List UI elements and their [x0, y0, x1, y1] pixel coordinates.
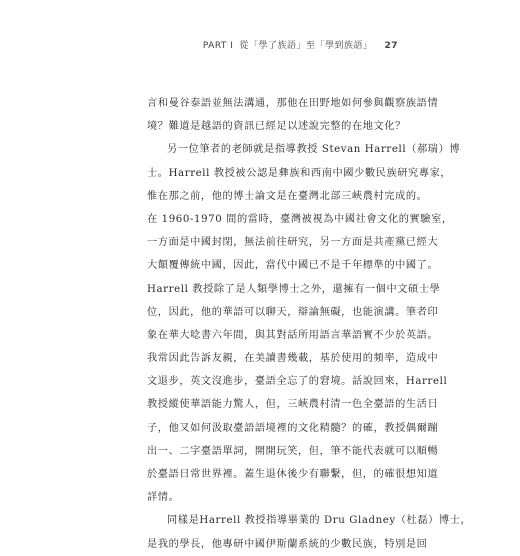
text-line: 士。Harrell 教授被公認是彝族和西南中國少數民族研究專家， [147, 167, 452, 179]
running-header [203, 38, 398, 51]
text-line: 境？難道是越語的資訊已經足以述說完整的在地文化？ [147, 121, 406, 133]
text-line: 另一位筆者的老師就是指導教授 Stevan Harrell（郝瑞）博 [167, 144, 461, 156]
part-label: PART I [202, 41, 234, 51]
text-line: 出一、二字臺語單詞，開開玩笑，但，筆不能代表就可以順暢 [147, 445, 439, 457]
text-line: 我常因此告訴友親，在美讀書幾載，基於使用的頻率，造成中 [147, 353, 439, 365]
text-line: 教授縱使華語能力驚人，但，三峽農村清一色全臺語的生活日 [147, 399, 439, 411]
text-line: 一方面是中國封閉，無法前往研究，另一方面是共產黨已經大 [147, 237, 439, 249]
text-line: 詳情。 [147, 492, 180, 504]
text-line: 子，他又如何汲取臺語語境裡的文化精髓？的確，教授偶爾蹦 [147, 422, 439, 434]
text-line: 是我的學長，他專研中國伊斯蘭系統的少數民族，特別是回 [147, 538, 428, 550]
text-line: 言和曼谷泰語並無法溝通，那他在田野地如何參與觀察族語情 [147, 98, 439, 109]
text-line: Harrell 教授除了是人類學博士之外，還擁有一個中文碩士學 [147, 283, 441, 295]
text-line: 於臺語日常世界裡。蓋生退休後少有聯繫，但，的確很想知道 [147, 469, 439, 480]
text-line: 文退步，英文沒進步，臺語全忘了的窘境。話說回來，Harrell [147, 376, 448, 388]
text-line: 同樣是Harrell 教授指導畢業的 Dru Gladney（杜磊）博士， [167, 515, 472, 527]
text-line: 惟在那之前，他的博士論文是在臺灣北部三峽農村完成的。 [147, 190, 428, 202]
text-line: 在 1960-1970 間的當時，臺灣被視為中國社會文化的實驗室， [147, 213, 453, 225]
text-line: 位，因此，他的華語可以聊天，辯論無礙，也能演講。筆者印 [147, 306, 439, 318]
page-number: 27 [384, 41, 398, 51]
body-text [147, 92, 472, 556]
text-line: 象在華大唸書六年間，與其對話所用語言華語實不少於英語。 [147, 329, 439, 341]
text-line: 大顛覆傳統中國，因此，當代中國已不是千年標準的中國了。 [147, 260, 439, 272]
section-title: 從「學了族語」至「學到族語」 [239, 41, 373, 51]
